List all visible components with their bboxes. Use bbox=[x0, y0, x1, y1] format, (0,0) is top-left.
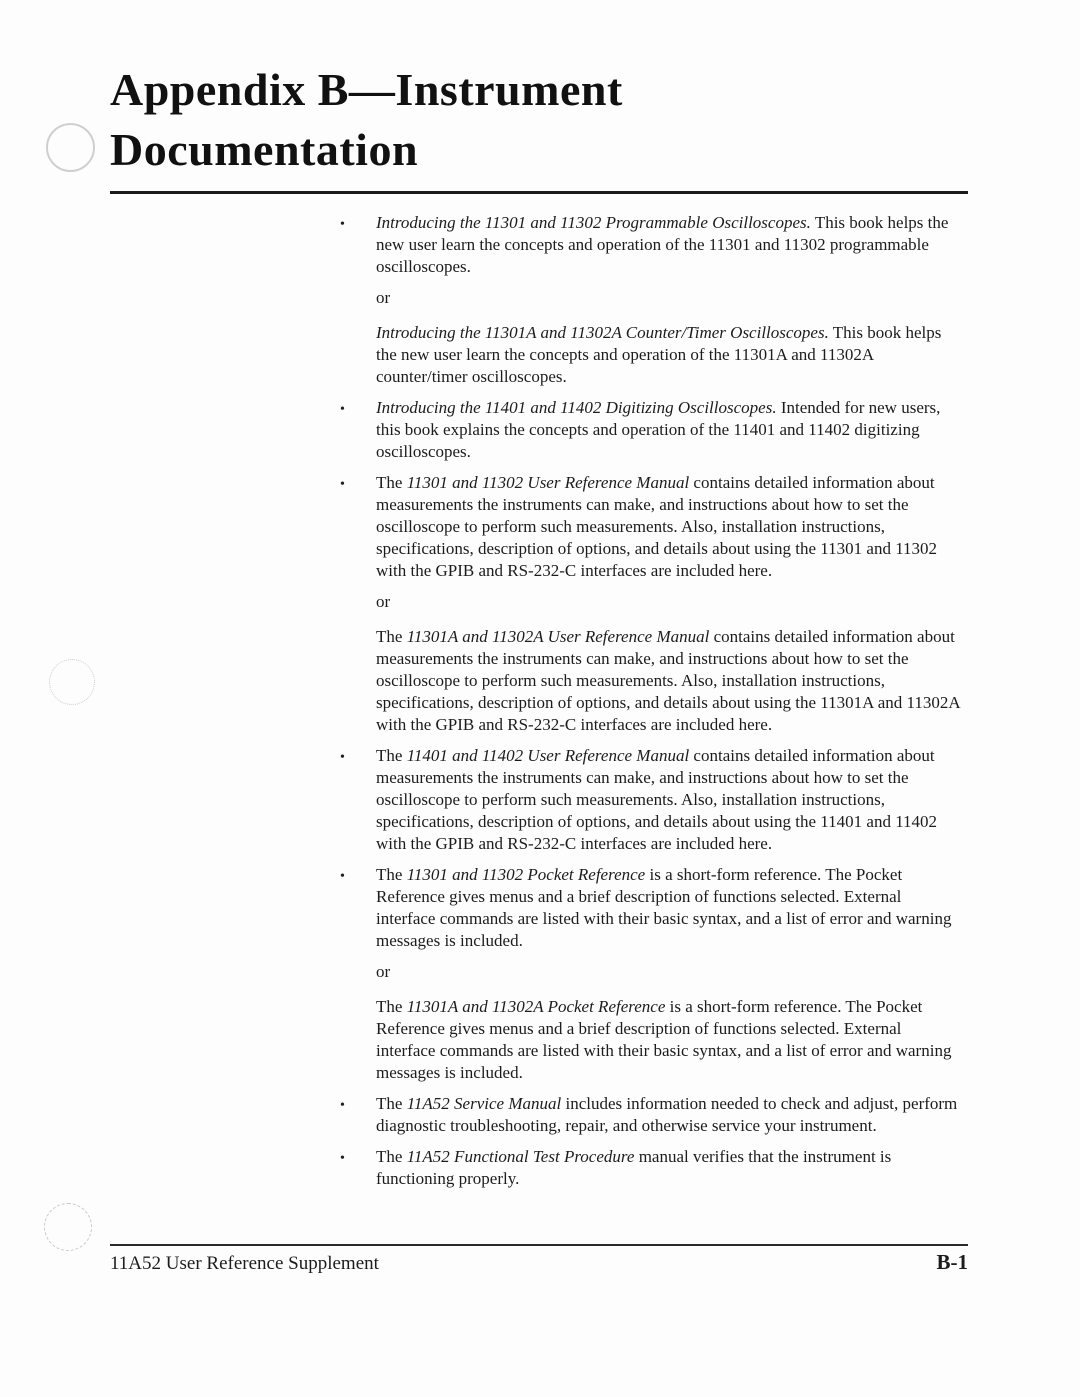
footer-rule bbox=[110, 1244, 968, 1246]
paragraph-text: or bbox=[376, 592, 391, 611]
paragraph-text: The 11301 and 11302 Pocket Reference is a short-form reference. The Pocket Reference gives menus and a brief description of functions selected. External interface commands are listed with their basic syntax, and a list of error and warning messages is included. bbox=[376, 865, 952, 950]
doc-list-item bbox=[340, 996, 960, 1084]
paragraph-text: The 11301A and 11302A Pocket Reference is a short-form reference. The Pocket Reference gives menus and a brief description of functions selected. External interface commands are listed with their basic syntax, and a list of error and warning messages is included. bbox=[376, 997, 952, 1082]
footer-document-title: 11A52 User Reference Supplement bbox=[110, 1253, 379, 1274]
bullet-icon: • bbox=[340, 1098, 345, 1113]
punch-hole-artifact bbox=[46, 123, 95, 172]
document-body bbox=[340, 212, 960, 1199]
page-footer bbox=[110, 1244, 968, 1275]
punch-hole-artifact bbox=[49, 659, 95, 705]
or-connector bbox=[340, 287, 960, 309]
doc-list-item bbox=[340, 472, 960, 582]
punch-hole-artifact bbox=[44, 1203, 92, 1251]
paragraph-text: The 11301A and 11302A User Reference Manual contains detailed information about measurements the instruments can make, and instructions about how to set the oscilloscope to perform such measurements. Also, installation instructions, specifications, description of options, and details about using the 11301A and 11302A with the GPIB and RS-232-C interfaces are included here. bbox=[376, 627, 960, 734]
paragraph-text: Introducing the 11301 and 11302 Programmable Oscilloscopes. This book helps the new user learn the concepts and operation of the 11301 and 11302 programmable oscilloscopes. bbox=[376, 213, 949, 276]
title-rule bbox=[110, 191, 968, 194]
doc-list-item bbox=[340, 745, 960, 855]
page-number: B-1 bbox=[936, 1250, 968, 1274]
paragraph-text: The 11A52 Service Manual includes information needed to check and adjust, perform diagnostic troubleshooting, repair, and otherwise service your instrument. bbox=[376, 1094, 958, 1135]
paragraph-text: or bbox=[376, 288, 391, 307]
page-title bbox=[110, 60, 968, 180]
doc-list-item bbox=[340, 322, 960, 388]
bullet-icon: • bbox=[340, 869, 345, 884]
paragraph-text: or bbox=[376, 962, 391, 981]
paragraph-text: Introducing the 11301A and 11302A Counter/Timer Oscilloscopes. This book helps the new user learn the concepts and operation of the 11301A and 11302A counter/timer oscilloscopes. bbox=[376, 323, 942, 386]
doc-list-item bbox=[340, 1146, 960, 1190]
bullet-icon: • bbox=[340, 217, 345, 232]
footer-row bbox=[110, 1250, 968, 1275]
bullet-icon: • bbox=[340, 750, 345, 765]
bullet-icon: • bbox=[340, 477, 345, 492]
doc-list-item bbox=[340, 212, 960, 278]
bullet-icon: • bbox=[340, 402, 345, 417]
page-header bbox=[110, 60, 968, 194]
doc-list-item bbox=[340, 397, 960, 463]
paragraph-text: The 11A52 Functional Test Procedure manual verifies that the instrument is functioning properly. bbox=[376, 1147, 892, 1188]
bullet-icon: • bbox=[340, 1151, 345, 1166]
paragraph-text: The 11301 and 11302 User Reference Manual contains detailed information about measurements the instruments can make, and instructions about how to set the oscilloscope to perform such measurements. Also, installation instructions, specifications, description of options, and details about using the 11301 and 11302 with the GPIB and RS-232-C interfaces are included here. bbox=[376, 473, 938, 580]
title-line-1: Appendix B—Instrument bbox=[110, 64, 623, 115]
doc-list-item bbox=[340, 864, 960, 952]
doc-list-item bbox=[340, 1093, 960, 1137]
paragraph-text: Introducing the 11401 and 11402 Digitizing Oscilloscopes. Intended for new users, this book explains the concepts and operation of the 11401 and 11402 digitizing oscilloscopes. bbox=[376, 398, 941, 461]
title-line-2: Documentation bbox=[110, 124, 419, 175]
doc-list-item bbox=[340, 626, 960, 736]
documentation-list bbox=[340, 212, 960, 1190]
or-connector bbox=[340, 591, 960, 613]
or-connector bbox=[340, 961, 960, 983]
paragraph-text: The 11401 and 11402 User Reference Manual contains detailed information about measurements the instruments can make, and instructions about how to set the oscilloscope to perform such measurements. Also, installation instructions, specifications, description of options, and details about using the 11401 and 11402 with the GPIB and RS-232-C interfaces are included here. bbox=[376, 746, 938, 853]
